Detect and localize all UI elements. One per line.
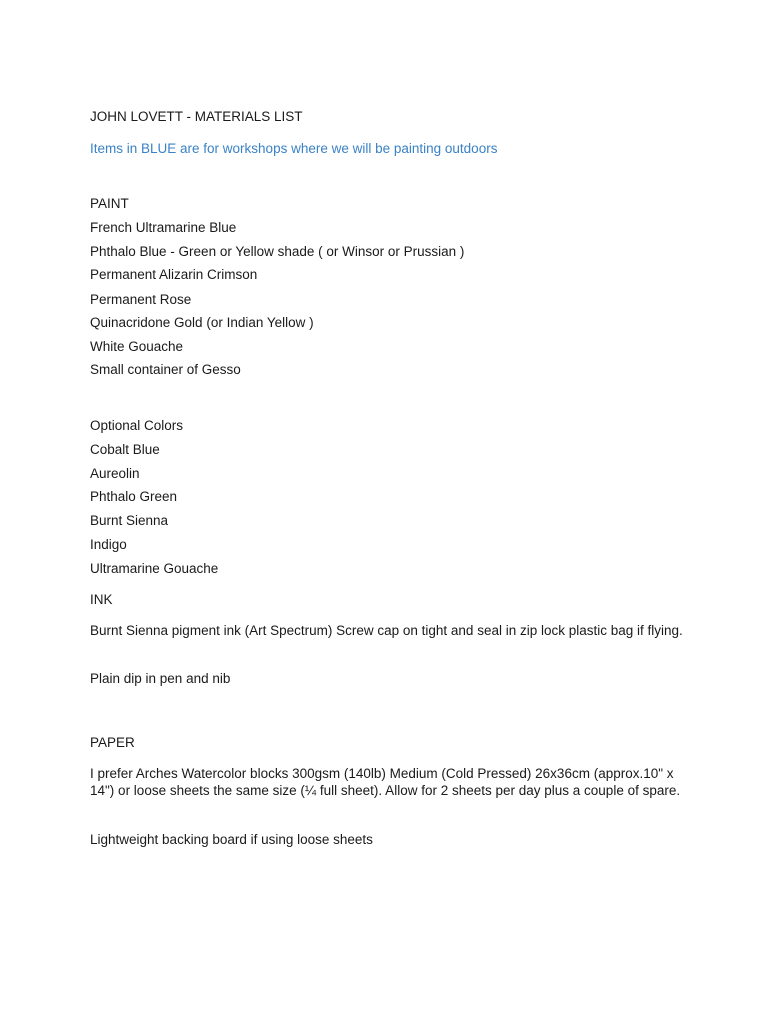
- paint-item: Permanent Rose: [90, 292, 192, 307]
- outdoor-note: Items in BLUE are for workshops where we will be painting outdoors: [90, 141, 498, 156]
- paint-item: Permanent Alizarin Crimson: [90, 267, 258, 282]
- paint-item: Phthalo Blue - Green or Yellow shade ( or Winsor or Prussian ): [90, 244, 465, 259]
- optional-color-item: Cobalt Blue: [90, 442, 160, 457]
- optional-colors-heading: Optional Colors: [90, 418, 184, 433]
- paint-item: Small container of Gesso: [90, 362, 241, 377]
- optional-color-item: Aureolin: [90, 466, 140, 481]
- paper-item: I prefer Arches Watercolor blocks 300gsm (140lb) Medium (Cold Pressed) 26x36cm (approx.10" x 14") or loose sheets the same size (¼ full sheet). Allow for 2 sheets per day plus a couple of spare.: [90, 766, 681, 798]
- paint-item: Quinacridone Gold (or Indian Yellow ): [90, 315, 314, 330]
- optional-color-item: Ultramarine Gouache: [90, 561, 219, 576]
- paint-heading: PAINT: [90, 196, 129, 211]
- optional-color-item: Burnt Sienna: [90, 513, 169, 528]
- optional-color-item: Phthalo Green: [90, 489, 178, 504]
- paper-heading: PAPER: [90, 735, 135, 750]
- ink-item: Burnt Sienna pigment ink (Art Spectrum) Screw cap on tight and seal in zip lock plastic bag if flying.: [90, 623, 683, 638]
- ink-heading: INK: [90, 592, 113, 607]
- paint-item: French Ultramarine Blue: [90, 220, 237, 235]
- optional-color-item: Indigo: [90, 537, 127, 552]
- paint-item: White Gouache: [90, 339, 184, 354]
- paper-item: Lightweight backing board if using loose sheets: [90, 832, 373, 847]
- document-title: JOHN LOVETT - MATERIALS LIST: [90, 109, 303, 124]
- ink-item: Plain dip in pen and nib: [90, 671, 231, 686]
